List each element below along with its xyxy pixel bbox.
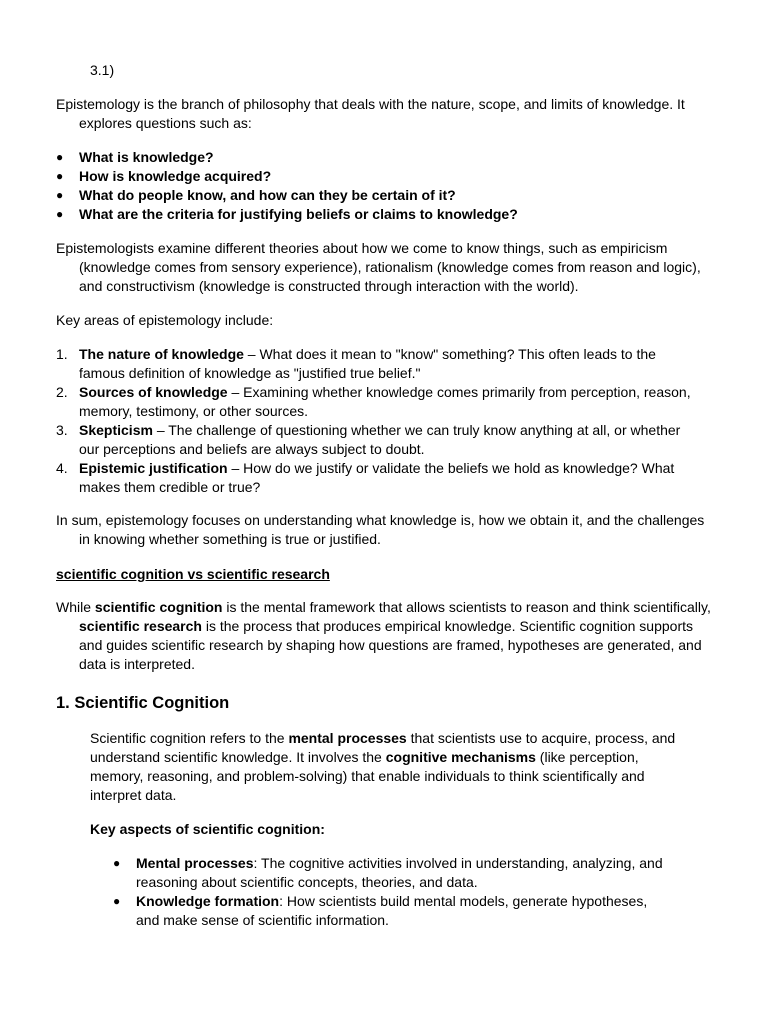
list-item: 4. Epistemic justification – How do we justify or validate the beliefs we hold as knowledge? What makes them credible or true? xyxy=(56,460,675,495)
list-item: ● What are the criteria for justifying beliefs or claims to knowledge? xyxy=(56,206,518,222)
list-item: ● Mental processes: The cognitive activities involved in understanding, analyzing, and reasoning about scientific concepts, theories, and data. xyxy=(113,855,663,890)
key-areas-intro: Key areas of epistemology include: xyxy=(56,312,274,328)
list-item: ● What is knowledge? xyxy=(56,149,214,165)
key-areas-list xyxy=(56,345,696,497)
theories-paragraph: Epistemologists examine different theories about how we come to know things, such as empiricism (knowledge comes from sensory experience), rationalism (knowledge comes from reason and logic), and constructivism (knowledge is constructed through interaction with the world). xyxy=(56,240,701,294)
list-item: 3. Skepticism – The challenge of questioning whether we can truly know anything at all, or whether our perceptions and beliefs are always subject to doubt. xyxy=(56,422,681,457)
aspects-list xyxy=(113,854,673,930)
list-item: 1. The nature of knowledge – What does it mean to "know" something? This often leads to the famous definition of knowledge as "justified true belief." xyxy=(56,346,656,381)
bullet-icon: ● xyxy=(56,207,64,221)
list-item: ● What do people know, and how can they be certain of it? xyxy=(56,187,456,203)
section-number: 3.1) xyxy=(90,62,115,78)
section-heading: 1. Scientific Cognition xyxy=(56,694,230,712)
bullet-icon: ● xyxy=(56,150,64,164)
list-item: ● How is knowledge acquired? xyxy=(56,168,272,184)
list-item: ● Knowledge formation: How scientists build mental models, generate hypotheses, and make sense of scientific information. xyxy=(113,893,648,928)
comparison-title: scientific cognition vs scientific research xyxy=(56,566,330,582)
bullet-icon: ● xyxy=(113,894,121,908)
list-item: 2. Sources of knowledge – Examining whether knowledge comes primarily from perception, reason, memory, testimony, or other sources. xyxy=(56,384,691,419)
summary-paragraph: In sum, epistemology focuses on understanding what knowledge is, how we obtain it, and the challenges in knowing whether something is true or justified. xyxy=(56,512,705,547)
while-paragraph: While scientific cognition is the mental framework that allows scientists to reason and think scientifically, scientific research is the process that produces empirical knowledge. Scientific cognition supports and guides scientific research by shaping how questions are framed, hypotheses are generated, and data is interpreted. xyxy=(56,599,711,672)
bullet-icon: ● xyxy=(56,188,64,202)
cognition-paragraph: Scientific cognition refers to the mental processes that scientists use to acquire, process, and understand scientific knowledge. It involves the cognitive mechanisms (like perception, memory, reasoning, and problem-solving) that enable individuals to think scientifically and interpret data. xyxy=(90,730,676,803)
questions-list xyxy=(56,148,696,224)
intro-paragraph: Epistemology is the branch of philosophy that deals with the nature, scope, and limits of knowledge. It explores questions such as: xyxy=(56,96,685,131)
bullet-icon: ● xyxy=(56,169,64,183)
key-aspects-title: Key aspects of scientific cognition: xyxy=(90,821,325,837)
bullet-icon: ● xyxy=(113,856,121,870)
